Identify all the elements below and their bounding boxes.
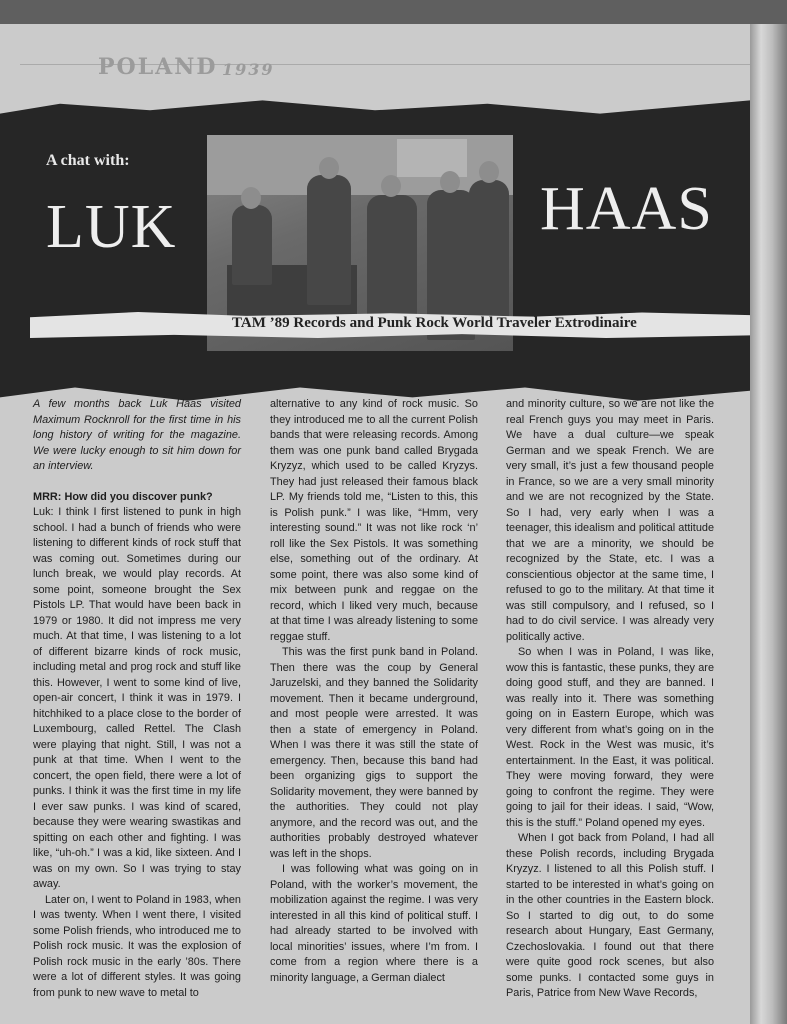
article-paragraph: So when I was in Poland, I was like, wow this is fantastic, these punks, they are doing good stuff, and they are banned. I was really into it. There was something going on in Eastern Europe, which was very different from what’s going on in the West. Rock in the West was music, it’s entertainment. In the East, it was political. They were moving forward, they were going to confront the regime. They were going to jail for their ideas. I said, “Wow, this is the stuff.” Poland opened my eyes.	[506, 646, 714, 829]
article-column-2	[270, 397, 478, 986]
interview-kicker: A chat with:	[46, 152, 130, 169]
page-spine-edge	[750, 24, 787, 1024]
painting-figure-head	[241, 187, 261, 209]
article-paragraph: This was the first punk band in Poland. Then there was the coup by General Jaruzelski, and they banned the Solidarity movement. Then it became underground, and most people were arrested. It was then a state of emergency in Poland. When I was there it was still the state of emergency. Then, because this band had been organizing gigs to support the Solidarity movement, they were banned by the authorities. They could not play anymore, and the record was out, and the authorities probably destroyed whatever was left in the shops.	[270, 646, 478, 860]
article-paragraph: I was following what was going on in Poland, with the worker’s movement, the mobilization against the regime. I was very interested in all this kind of political stuff. I had already started to be involved with local minorities’ issues, where I’m from. I come from a region where there is a minority language, a German dialect	[270, 863, 478, 984]
article-column-3	[506, 397, 714, 1002]
interview-answer: Luk: I think I first listened to punk in high school. I had a bunch of friends who were listening to different kinds of rock stuff that was coming out. Sometimes during our lunch break, we would play records. At some point, someone brought the Sex Pistols LP. That would have been back in 1979 or 1980. It did not impress me very much. At that time, I was listening to a lot of different bizarre kinds of rock music, including metal and prog rock and stuff like this. However, I went to some kind of live, open-air concert, I think it was in 1979. I hitchhiked to a place close to the border of Luxembourg, called Rettel. The Clash were playing that night. Still, I was not a punk at that time. When I went to the concert, the open field, there were a lot of punks. I think it was the first time in my life I ever saw punks. I was kind of scared, because they were wearing swastikas and spitting on each other and fighting. I was like, “uh-oh.” I was a kid, like sixteen. And I was on my own. So I was trying to stay away.	[33, 506, 241, 890]
map-country-label: POLAND	[98, 54, 218, 80]
painting-figure-head	[319, 157, 339, 179]
article-subtitle: TAM ’89 Records and Punk Rock World Traveler Extrodinaire	[232, 315, 637, 331]
painting-figure	[469, 180, 509, 330]
map-year-label: 1939	[222, 60, 275, 79]
article-paragraph: alternative to any kind of rock music. So they introduced me to all the current Polish bands that were releasing records. Among them was one punk band called Brygada Kryzyz, which used to be called Kryzys. They had just released their famous black LP. My friends told me, “Listen to this, this is Polish punk.” I was like, “Hmm, very interesting sound.” It was not like rock ‘n’ roll like the Sex Pistols. It was something else, something out of the ordinary. At some point, there was also some kind of mix between punk and reggae on the record, which I liked very much, because at that time I was already listening to some reggae stuff.	[270, 398, 478, 643]
article-column-1	[33, 397, 241, 1001]
painting-figure-head	[381, 175, 401, 197]
painting-figure-head	[440, 171, 460, 193]
article-paragraph: When I got back from Poland, I had all these Polish records, including Brygada Kryzyz. I listened to all this Polish stuff. I started to be interested in what’s going on in the other countries in the Eastern block. So I started to dig out, to do some research about Hungary, East Germany, Czechoslovakia. I found out that there were quite good rock scenes, but also some punks. I contacted some guys in Paris, Patrice from New Wave Records,	[506, 832, 714, 999]
article-intro: A few months back Luk Haas visited Maximum Rocknroll for the first time in his long history of writing for the magazine. We were lucky enough to sit him down for an interview.	[33, 398, 241, 472]
magazine-page	[0, 24, 762, 1024]
painting-figure	[307, 175, 351, 305]
interview-question: MRR: How did you discover punk?	[33, 490, 213, 503]
article-paragraph: Later on, I went to Poland in 1983, when I was twenty. When I went there, I visited some Polish friends, who introduced me to Polish rock music. It was the explosion of Polish rock music in the early ’80s. There were a lot of different styles. It was going from punk to new wave to metal to	[33, 893, 241, 999]
interviewee-last-name: HAAS	[540, 175, 713, 243]
painting-figure	[232, 205, 272, 285]
interviewee-first-name: LUK	[46, 193, 177, 261]
painting-background	[207, 135, 513, 195]
article-paragraph: and minority culture, so we are not like the real French guys you may meet in Paris. We have a dual culture—we speak German and we speak French. We are very small, it’s just a few thousand people in France, so we are a very small minority and we are not recognized by the State. So I had, very early when I was a teenager, this idealism and political attitude that we are a minority, we should be recognized by the State, etc. I was a conscientious objector at the same time, I refused to go to the military. At that time it was still compulsory, and I refused, so I had to do civil service. I was already very politically active.	[506, 398, 714, 643]
painting-figure-head	[479, 161, 499, 183]
painting-banner	[397, 139, 467, 177]
